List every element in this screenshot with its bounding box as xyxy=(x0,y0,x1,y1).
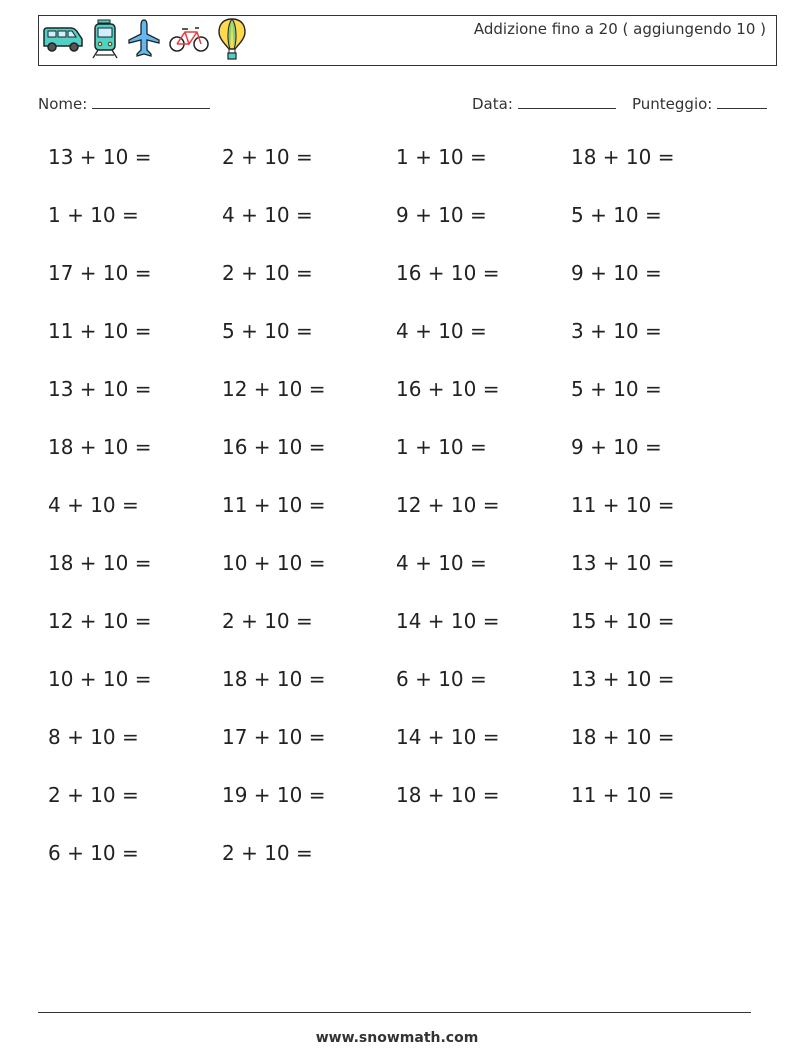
score-field[interactable] xyxy=(632,94,767,113)
problem-item: 18 + 10 = xyxy=(571,145,675,169)
airplane-icon xyxy=(127,18,161,64)
problem-item: 15 + 10 = xyxy=(571,609,675,633)
problem-item: 2 + 10 = xyxy=(222,841,313,865)
problem-item: 12 + 10 = xyxy=(48,609,152,633)
name-blank[interactable] xyxy=(92,94,210,109)
date-field[interactable] xyxy=(472,94,616,113)
date-blank[interactable] xyxy=(518,94,616,109)
problem-item: 18 + 10 = xyxy=(222,667,326,691)
problem-item: 8 + 10 = xyxy=(48,725,139,749)
bicycle-icon xyxy=(167,24,211,58)
worksheet-title: Addizione fino a 20 ( aggiungendo 10 ) xyxy=(473,20,766,38)
problem-item: 11 + 10 = xyxy=(571,783,675,807)
tram-icon xyxy=(91,18,121,64)
van-icon xyxy=(41,24,85,58)
problem-item: 17 + 10 = xyxy=(48,261,152,285)
problem-item: 18 + 10 = xyxy=(571,725,675,749)
problem-item: 9 + 10 = xyxy=(571,261,662,285)
problem-item: 13 + 10 = xyxy=(571,667,675,691)
problem-item: 14 + 10 = xyxy=(396,609,500,633)
score-blank[interactable] xyxy=(717,94,767,109)
footer-url: www.snowmath.com xyxy=(315,1030,479,1046)
problem-item: 16 + 10 = xyxy=(396,261,500,285)
problem-item: 13 + 10 = xyxy=(48,145,152,169)
footer-divider xyxy=(38,1012,751,1013)
problem-item: 6 + 10 = xyxy=(48,841,139,865)
problem-item: 16 + 10 = xyxy=(396,377,500,401)
name-label: Nome: xyxy=(38,95,88,113)
problem-item: 4 + 10 = xyxy=(396,551,487,575)
problem-item: 1 + 10 = xyxy=(396,435,487,459)
problem-item: 9 + 10 = xyxy=(571,435,662,459)
problem-item: 12 + 10 = xyxy=(396,493,500,517)
problem-item: 2 + 10 = xyxy=(222,261,313,285)
problem-item: 2 + 10 = xyxy=(48,783,139,807)
problem-item: 18 + 10 = xyxy=(396,783,500,807)
problem-item: 2 + 10 = xyxy=(222,609,313,633)
problem-item: 16 + 10 = xyxy=(222,435,326,459)
problem-item: 1 + 10 = xyxy=(48,203,139,227)
problem-item: 19 + 10 = xyxy=(222,783,326,807)
problem-item: 11 + 10 = xyxy=(222,493,326,517)
problem-item: 5 + 10 = xyxy=(571,203,662,227)
problem-item: 3 + 10 = xyxy=(571,319,662,343)
problem-item: 13 + 10 = xyxy=(48,377,152,401)
problem-item: 6 + 10 = xyxy=(396,667,487,691)
problem-item: 18 + 10 = xyxy=(48,435,152,459)
problem-item: 5 + 10 = xyxy=(571,377,662,401)
problem-item: 10 + 10 = xyxy=(222,551,326,575)
problem-item: 12 + 10 = xyxy=(222,377,326,401)
icon-strip xyxy=(41,20,253,62)
problem-item: 4 + 10 = xyxy=(48,493,139,517)
header-box xyxy=(38,15,777,66)
name-field[interactable] xyxy=(38,94,210,113)
problem-item: 4 + 10 = xyxy=(222,203,313,227)
problem-item: 11 + 10 = xyxy=(48,319,152,343)
problem-item: 4 + 10 = xyxy=(396,319,487,343)
problem-item: 2 + 10 = xyxy=(222,145,313,169)
problem-item: 9 + 10 = xyxy=(396,203,487,227)
problem-item: 13 + 10 = xyxy=(571,551,675,575)
problem-item: 18 + 10 = xyxy=(48,551,152,575)
problem-item: 14 + 10 = xyxy=(396,725,500,749)
problem-item: 11 + 10 = xyxy=(571,493,675,517)
problem-item: 1 + 10 = xyxy=(396,145,487,169)
problem-item: 10 + 10 = xyxy=(48,667,152,691)
problem-item: 5 + 10 = xyxy=(222,319,313,343)
problem-item: 17 + 10 = xyxy=(222,725,326,749)
hot-air-balloon-icon xyxy=(217,17,247,65)
score-label: Punteggio: xyxy=(632,95,713,113)
date-label: Data: xyxy=(472,95,513,113)
